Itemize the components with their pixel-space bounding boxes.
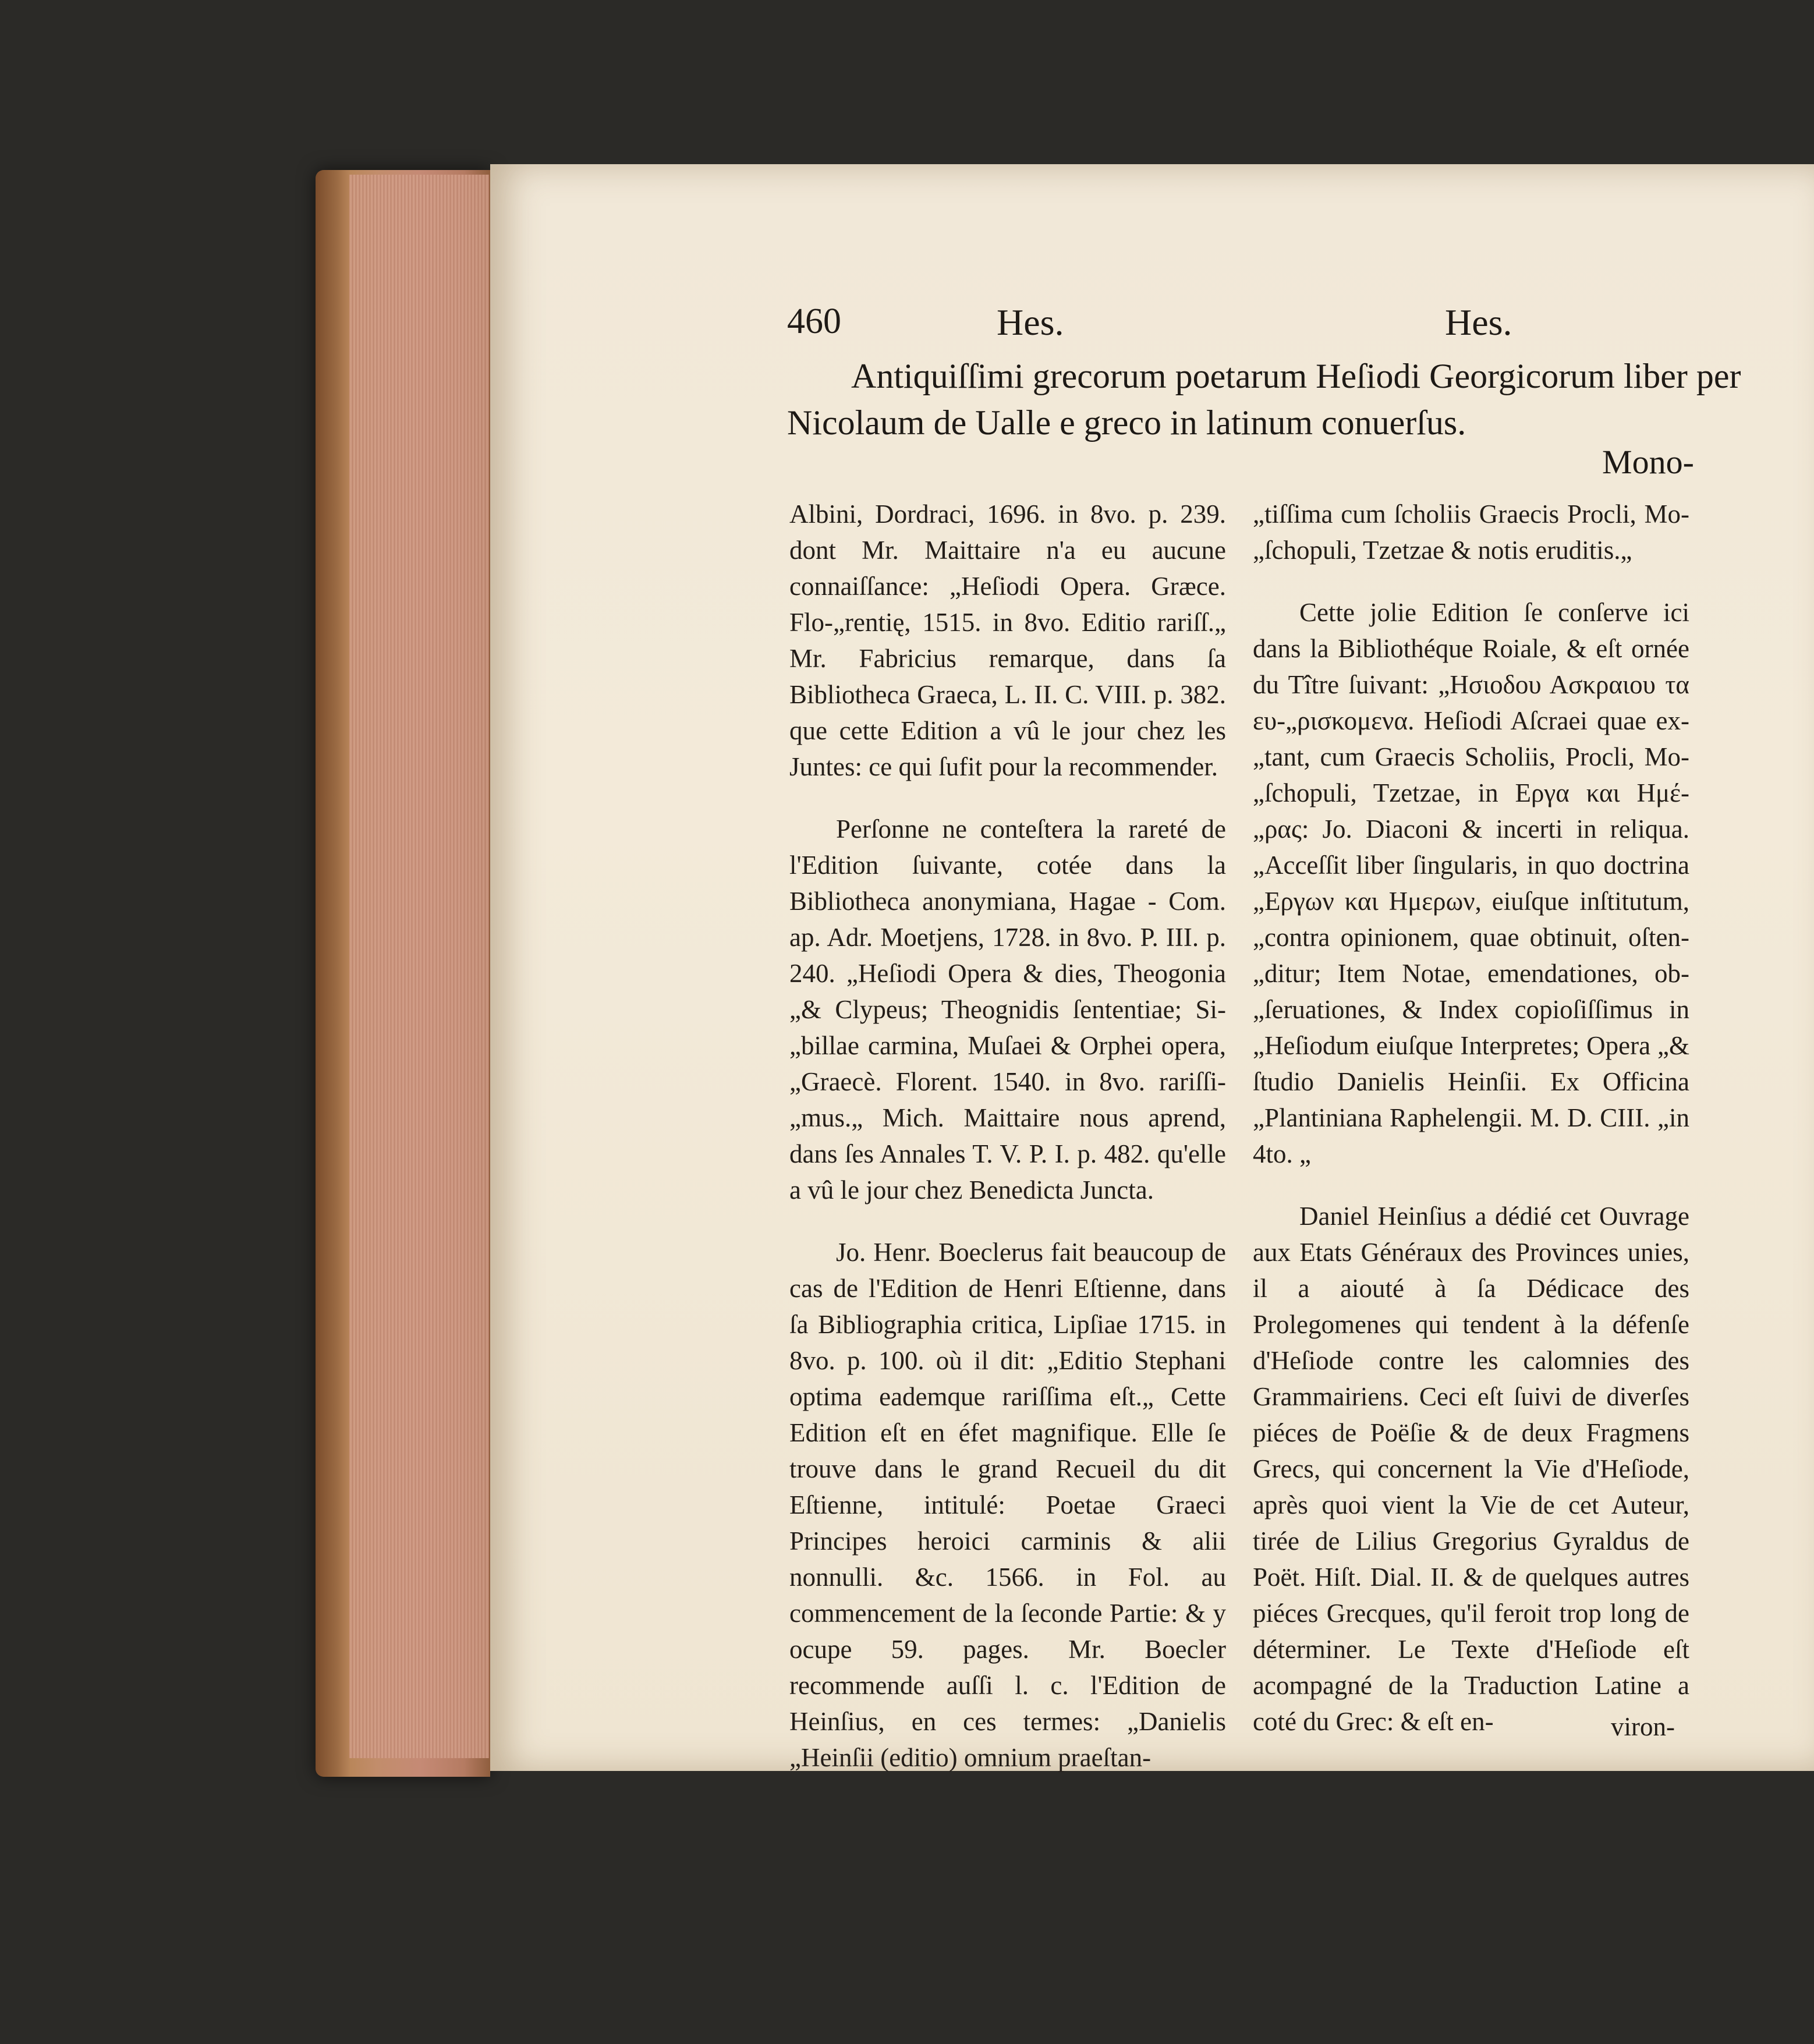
title-line-1: Antiquiſſimi grecorum poetarum Heſiodi Georgicorum liber per <box>851 357 1741 395</box>
left-paragraph-2: Perſonne ne conteſtera la rareté de l'Edition ſuivante, cotée dans la Bibliotheca anonymiana, Hagae - Com. ap. Adr. Moetjens, 1728. in 8vo. P. III. p. 240. „Heſiodi Opera & dies, Theogonia „& Clypeus; Theognidis ſententiae; Si-„billae carmina, Muſaei & Orphei opera, „Graecè. Florent. 1540. in 8vo. rariſſi-„mus.„ Mich. Maittaire nous aprend, dans ſes Annales T. V. P. I. p. 482. qu'elle a vû le jour chez Benedicta Juncta. <box>789 814 1226 1205</box>
page-leaves-edge <box>349 175 489 1758</box>
right-column <box>1253 496 1689 1766</box>
catchword-bottom: viron- <box>1611 1712 1675 1741</box>
page-number: 460 <box>787 302 841 341</box>
running-head-right: Hes. <box>1445 302 1512 343</box>
left-column <box>789 496 1226 1802</box>
right-paragraph-1: „tiſſima cum ſcholiis Graecis Procli, Mo-„ſchopuli, Tzetzae & notis eruditis.„ <box>1253 500 1689 565</box>
catchword-top: Mono- <box>1602 443 1694 481</box>
left-paragraph-1: Albini, Dordraci, 1696. in 8vo. p. 239. dont Mr. Maittaire n'a eu aucune connaiſſance: „Heſiodi Opera. Græce. Flo-„rentię, 1515. in 8vo. Editio rariſſ.„ Mr. Fabricius remarque, dans ſa Bibliotheca Graeca, L. II. C. VIII. p. 382. que cette Edition a vû le jour chez les Juntes: ce qui ſufit pour la recommender. <box>789 500 1226 781</box>
book-page <box>490 164 1814 1771</box>
title-line-2: Nicolaum de Ualle e greco in latinum conuerſus. <box>787 403 1466 442</box>
right-paragraph-3: Daniel Heinſius a dédié cet Ouvrage aux Etats Généraux des Provinces unies, il a aiouté à ſa Dédicace des Prolegomenes qui tendent à la défenſe d'Heſiode contre les calomnies des Grammairiens. Ceci eſt ſuivi de diverſes piéces de Poëſie & de deux Fragmens Grecs, qui concernent la Vie d'Heſiode, après quoi vient la Vie de cet Auteur, tirée de Lilius Gregorius Gyraldus de Poët. Hiſt. Dial. II. & de quelques autres piéces Grecques, qu'il feroit trop long de déterminer. Le Texte d'Heſiode eſt acompagné de la Traduction Latine a coté du Grec: & eſt en- <box>1253 1202 1689 1736</box>
running-head-left: Hes. <box>997 302 1064 343</box>
right-paragraph-2: Cette jolie Edition ſe conſerve ici dans la Bibliothéque Roiale, & eſt ornée du Tître ſuivant: „Ησιοδου Ασκραιου τα ευ-„ρισκομενα. Heſiodi Aſcraei quae ex-„tant, cum Graecis Scholiis, Procli, Mo-„ſchopuli, Tzetzae, in Εργα και Ημέ-„ρας: Jo. Diaconi & incerti in reliqua. „Acceſſit liber ſingularis, in quo doctrina „Εργων και Ημερων, eiuſque inſtitutum, „contra opinionem, quae obtinuit, oſten-„ditur; Item Notae, emendationes, ob-„ſeruationes, & Index copioſiſſimus in „Heſiodum eiuſque Interpretes; Opera „& ſtudio Danielis Heinſii. Ex Officina „Plantiniana Raphelengii. M. D. CIII. „in 4to. „ <box>1253 598 1689 1168</box>
left-paragraph-3: Jo. Henr. Boeclerus fait beaucoup de cas de l'Edition de Henri Eſtienne, dans ſa Bibliographia critica, Lipſiae 1715. in 8vo. p. 100. où il dit: „Editio Stephani optima eademque rariſſima eſt.„ Cette Edition eſt en éfet magnifique. Elle ſe trouve dans le grand Recueil du dit Eſtienne, intitulé: Poetae Graeci Principes heroici carminis & alii nonnulli. &c. 1566. in Fol. au commencement de la ſeconde Partie: & y ocupe 59. pages. Mr. Boecler recommende auſſi l. c. l'Edition de Heinſius, en ces termes: „Danielis „Heinſii (editio) omnium praeſtan- <box>789 1238 1226 1772</box>
